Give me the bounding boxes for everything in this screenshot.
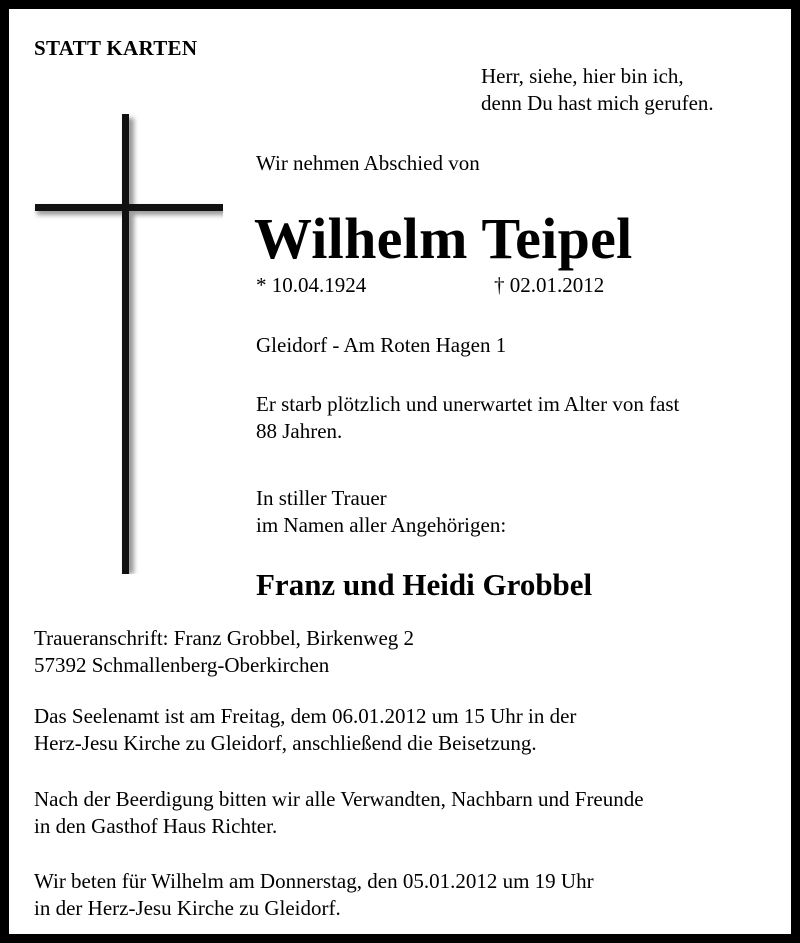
address-line: 57392 Schmallenberg-Oberkirchen <box>34 653 330 677</box>
death-statement-line: 88 Jahren. <box>256 419 343 443</box>
verse-line: Herr, siehe, hier bin ich, <box>481 64 684 88</box>
requiem-line: Das Seelenamt ist am Freitag, dem 06.01.2012 um 15 Uhr in der <box>34 704 577 728</box>
birth-date: * 10.04.1924 <box>256 273 367 297</box>
farewell-intro: Wir nehmen Abschied von <box>256 151 480 175</box>
verse-line: denn Du hast mich gerufen. <box>481 91 714 115</box>
requiem-line: Herz-Jesu Kirche zu Gleidorf, anschließend die Beisetzung. <box>34 731 537 755</box>
invitation-line: in den Gasthof Haus Richter. <box>34 814 278 838</box>
address-line: Traueranschrift: Franz Grobbel, Birkenweg 2 <box>34 626 415 650</box>
invitation-line: Nach der Beerdigung bitten wir alle Verwandten, Nachbarn und Freunde <box>34 787 644 811</box>
death-date: † 02.01.2012 <box>494 273 605 297</box>
prayer-service <box>34 868 594 922</box>
mourning-line: In stiller Trauer <box>256 486 387 510</box>
mourning-line: im Namen aller Angehörigen: <box>256 513 507 537</box>
deceased-name: Wilhelm Teipel <box>254 206 633 271</box>
cross-icon <box>23 104 223 574</box>
mourning-address <box>34 625 414 679</box>
death-statement-line: Er starb plötzlich und unerwartet im Alter von fast <box>256 392 680 416</box>
header-statt-karten: STATT KARTEN <box>34 36 198 60</box>
bible-verse <box>481 63 714 117</box>
prayer-line: Wir beten für Wilhelm am Donnerstag, den 05.01.2012 um 19 Uhr <box>34 869 594 893</box>
after-funeral-invitation <box>34 786 644 840</box>
death-statement <box>256 391 679 445</box>
requiem-info <box>34 703 576 757</box>
mourning-note <box>256 485 506 539</box>
prayer-line: in der Herz-Jesu Kirche zu Gleidorf. <box>34 896 341 920</box>
family-names: Franz und Heidi Grobbel <box>256 567 593 602</box>
residence: Gleidorf - Am Roten Hagen 1 <box>256 333 507 357</box>
